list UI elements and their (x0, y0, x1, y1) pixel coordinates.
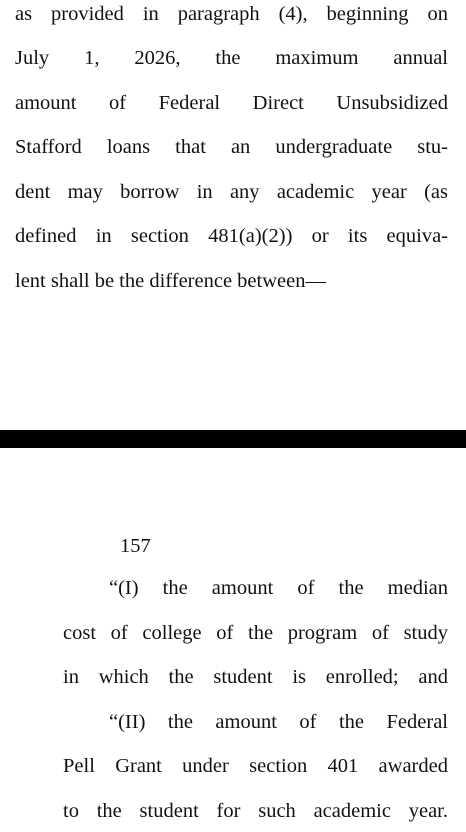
body-text-line: amount of Federal Direct Unsubsidized (15, 92, 448, 114)
body-text-line: lent shall be the difference between— (15, 270, 326, 292)
body-text-line: as provided in paragraph (4), beginning on (15, 3, 448, 25)
body-text-line: July 1, 2026, the maximum annual (15, 47, 448, 69)
clause-text-line: in which the student is enrolled; and (63, 666, 448, 688)
clause-text-line: to the student for such academic year. (63, 800, 448, 822)
body-text-line: dent may borrow in any academic year (as (15, 181, 448, 203)
document-page-lower (0, 448, 466, 832)
page-divider (0, 430, 466, 448)
body-text-line: defined in section 481(a)(2)) or its equiva- (15, 225, 448, 247)
page-number: 157 (120, 535, 151, 557)
clause-text-line: “(II) the amount of the Federal (109, 711, 448, 733)
body-text-line: Stafford loans that an undergraduate stu- (15, 136, 448, 158)
clause-text-line: cost of college of the program of study (63, 622, 448, 644)
clause-text-line: “(I) the amount of the median (109, 577, 448, 599)
clause-text-line: Pell Grant under section 401 awarded (63, 755, 448, 777)
